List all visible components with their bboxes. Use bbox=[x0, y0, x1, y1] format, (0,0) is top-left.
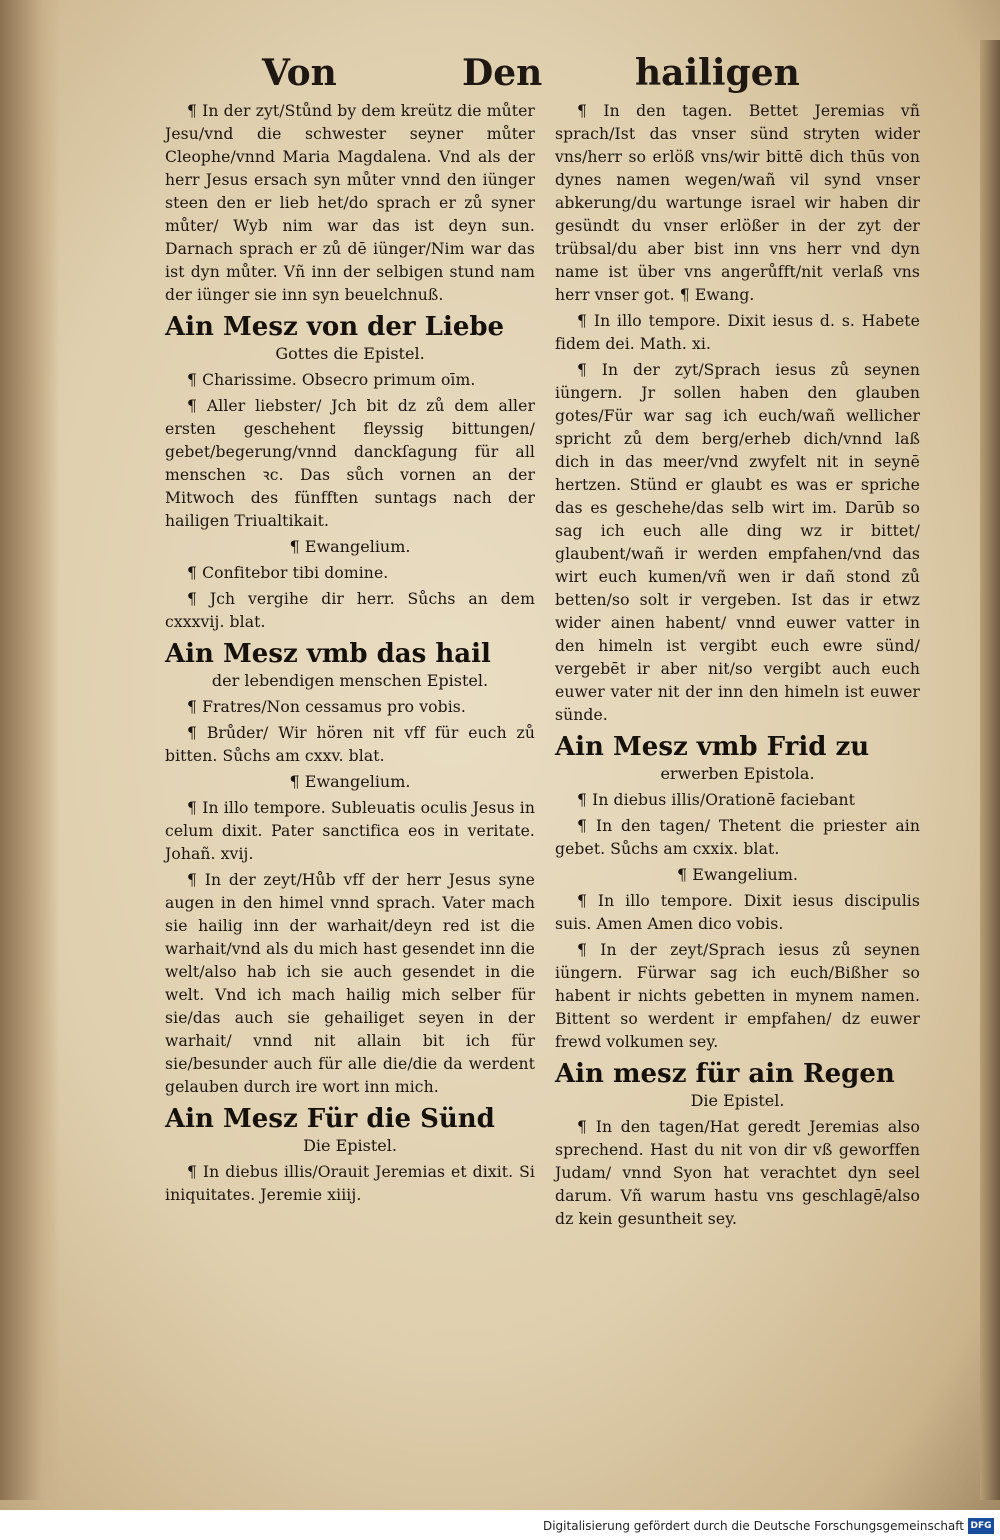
running-head-left: Von bbox=[262, 52, 337, 94]
text-paragraph: ¶ Jch vergihe dir herr. Sůchs an dem cxxxvij. blat. bbox=[165, 590, 535, 631]
section-subheading: der lebendigen menschen Epistel. bbox=[211, 671, 489, 690]
section-subheading: Gottes die Epistel. bbox=[275, 344, 425, 363]
text-paragraph: ¶ In den tagen/ Thetent die priester ain gebet. Sůchs am cxxix. blat. bbox=[555, 817, 920, 858]
running-head bbox=[240, 52, 800, 96]
text-paragraph: ¶ In illo tempore. Dixit iesus discipulis suis. Amen Amen dico vobis. bbox=[555, 892, 920, 933]
page-edge bbox=[980, 40, 1000, 1500]
section-heading: Ain Mesz Für die Sünd bbox=[165, 1104, 495, 1134]
text-paragraph: ¶ Confitebor tibi domine. bbox=[187, 564, 389, 582]
section-subheading: ¶ Ewangelium. bbox=[289, 772, 411, 791]
text-paragraph: ¶ In illo tempore. Dixit iesus d. s. Habete fidem dei. Math. xi. bbox=[555, 312, 920, 353]
text-paragraph: ¶ In diebus illis/Orationē faciebant bbox=[577, 791, 856, 809]
section-heading: Ain Mesz vmb Frid zu bbox=[555, 732, 870, 762]
section-subheading: ¶ Ewangelium. bbox=[677, 865, 798, 884]
text-paragraph: ¶ In den tagen/Hat geredt Jeremias also sprechend. Hast du nit von dir vß geworffen Judam/ vnnd Syon hat verachtet dyn seel darum. Vñ warum hastu vns geschlagē/also dz kein gesuntheit sey. bbox=[555, 1118, 920, 1228]
text-paragraph: ¶ Brůder/ Wir hören nit vff für euch zů bitten. Sůchs am cxxv. blat. bbox=[165, 724, 535, 765]
running-head-right: hailigen bbox=[635, 52, 800, 94]
text-paragraph: ¶ In illo tempore. Subleuatis oculis Jesus in celum dixit. Pater sanctifica eos in veritate. Johañ. xvij. bbox=[165, 799, 535, 863]
left-column bbox=[165, 100, 535, 1210]
text-paragraph: ¶ In der zeyt/Sprach iesus zů seynen iüngern. Fürwar sag ich euch/Bißher so habent ir nichts gebetten in mynem namen. Bittent so werdent ir empfahen/ dz euwer frewd volkumen sey. bbox=[555, 941, 920, 1051]
text-paragraph: ¶ In der zyt/Sprach iesus zů seynen iüngern. Jr sollen haben den glauben gotes/Für war sag ich euch/wañ wellicher spricht zů dem berg/erheb dich/vnnd laß dich in das meer/vnd zwyfelt nit in seynē hertzen. Stünd er glaubt es was er spriche das es geschehe/das selb wirt im. Darūb so sag ich euch alle ding wz ir bittet/ glaubent/wañ ir werden empfahen/vnd das wirt euch kumen/vñ wen ir dañ stond zů betten/so solt ir vergeben. Ist das ir etwz wider ainen habent/ vnnd euwer vatter in den himeln ist vergibt euch ewre sünd/ vergebēt ir aber nit/so vergibt auch euch euwer vater nit der inn den himeln ist euwer sünde. bbox=[555, 361, 920, 724]
dfg-logo: DFG bbox=[968, 1518, 994, 1534]
text-paragraph: ¶ In den tagen. Bettet Jeremias vñ sprach/Ist das vnser sünd stryten wider vns/herr so erlöß vns/wir bittē dich thūs von dynes namen wegen/wañ vil synd vnser abkerung/du wartunge israel wir haben dir gesündt du vnser erlößer in der zyt der trübsal/du aber bist inn vns herr vnd dyn name ist über vns angerůfft/nit verlaß vns herr vnser got. ¶ Ewang. bbox=[555, 102, 920, 304]
footer-credit: Digitalisierung gefördert durch die Deutsche Forschungsgemeinschaft bbox=[542, 1519, 964, 1533]
text-paragraph: ¶ Fratres/Non cessamus pro vobis. bbox=[187, 698, 466, 716]
section-subheading: erwerben Epistola. bbox=[660, 764, 815, 783]
footer-bar bbox=[0, 1510, 1000, 1540]
text-paragraph: ¶ In diebus illis/Orauit Jeremias et dixit. Si iniquitates. Jeremie xiiij. bbox=[165, 1163, 535, 1204]
section-subheading: Die Epistel. bbox=[303, 1136, 397, 1155]
text-paragraph: ¶ Charissime. Obsecro primum oīm. bbox=[187, 371, 476, 389]
running-head-middle: Den bbox=[462, 52, 543, 94]
text-paragraph: ¶ In der zyt/Stůnd by dem kreütz die můter Jesu/vnd die schwester seyner můter Cleophe/vnnd Maria Magdalena. Vnd als der herr Jesus ersach syn můter vnnd den iünger steen den er lieb het/do sprach er zů syner můter/ Wyb nim war das ist deyn sun. Darnach sprach er zů dē iünger/Nim war das ist dyn můter. Vñ inn der selbigen stund nam der iünger sie inn syn beuelchnuß. bbox=[165, 102, 535, 304]
text-paragraph: ¶ In der zeyt/Hůb vff der herr Jesus syne augen in den himel vnnd sprach. Vater mach sie hailig inn der warhait/deyn red ist die warhait/vnd als du mich hast gesendet inn die welt/also hab ich sie auch gesendet in die welt. Vnd ich mach hailig mich selber für sie/das auch sie gehailiget seyen in der warhait/ vnnd nit allain bit ich für sie/besunder auch für alle die/die da werdent gelauben durch ire wort inn mich. bbox=[165, 871, 535, 1096]
section-heading: Ain mesz für ain Regen bbox=[555, 1059, 895, 1089]
section-subheading: Die Epistel. bbox=[690, 1091, 785, 1110]
binding-shadow bbox=[0, 0, 60, 1500]
right-column bbox=[555, 100, 920, 1234]
text-paragraph: ¶ Aller liebster/ Jch bit dz zů dem aller ersten geschehent fleyssig bittungen/ gebet/begerung/vnnd danckſagung für all menschen ꝛc. Das sůch vornen an der Mitwoch des fünfften suntags nach der hailigen Triualtikait. bbox=[165, 397, 535, 530]
section-heading: Ain Mesz vmb das hail bbox=[165, 639, 491, 669]
section-heading: Ain Mesz von der Liebe bbox=[165, 312, 505, 342]
section-subheading: ¶ Ewangelium. bbox=[289, 537, 411, 556]
